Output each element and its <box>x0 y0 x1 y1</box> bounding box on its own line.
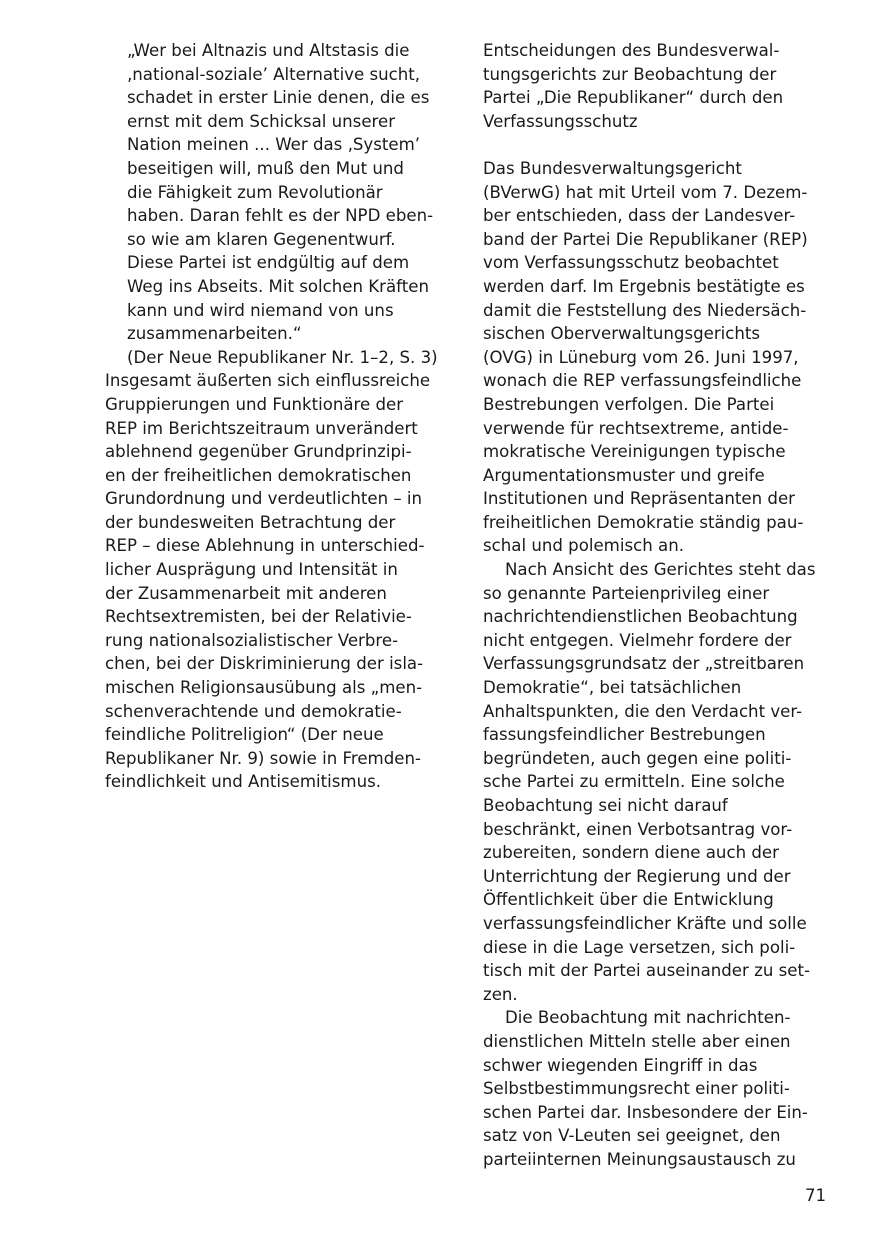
left-column <box>105 39 450 794</box>
quote-line: haben. Daran fehlt es der NPD eben- <box>127 206 434 226</box>
body-line: zubereiten, sondern diene auch der <box>483 843 779 863</box>
body-line: zen. <box>483 984 518 1004</box>
heading-line: Entscheidungen des Bundesverwal- <box>483 41 780 60</box>
body-line: Gruppierungen und Funktionäre der <box>105 394 404 414</box>
heading-line: Verfassungsschutz <box>483 111 638 131</box>
body-line: schal und polemisch an. <box>483 536 684 556</box>
body-line: Selbstbestimmungsrecht einer politi- <box>483 1079 790 1099</box>
body-line: begründeten, auch gegen eine politi- <box>483 748 792 768</box>
body-line: Grundordnung und verdeutlichten – in <box>105 489 423 509</box>
heading-line: Partei „Die Republikaner“ durch den <box>483 88 784 108</box>
body-line: nicht entgegen. Vielmehr fordere der <box>483 630 792 650</box>
body-line: schenverachtende und demokratie- <box>105 701 402 721</box>
body-line: feindliche Politreligion“ (Der neue <box>105 725 384 745</box>
body-line: fassungsfeindlicher Bestrebungen <box>483 725 766 745</box>
paragraph-3 <box>483 1006 828 1171</box>
quote-line: kann und wird niemand von uns <box>127 300 394 320</box>
body-line: Rechtsextremisten, bei der Relativie- <box>105 607 412 627</box>
body-line: dienstlichen Mitteln stelle aber einen <box>483 1031 791 1051</box>
quote-line: beseitigen will, muß den Mut und <box>127 158 404 178</box>
body-line: beschränkt, einen Verbotsantrag vor- <box>483 819 793 839</box>
section-heading <box>483 39 828 133</box>
body-line: verwende für rechtsextreme, antide- <box>483 418 789 438</box>
body-line: REP – diese Ablehnung in unterschied- <box>105 536 425 556</box>
body-line: freiheitlichen Demokratie ständig pau- <box>483 512 804 532</box>
body-line: rung nationalsozialistischer Verbre- <box>105 630 399 650</box>
body-line: sche Partei zu ermitteln. Eine solche <box>483 772 785 792</box>
quote-line: „Wer bei Altnazis und Altstasis die <box>127 41 410 60</box>
body-line: Verfassungsgrundsatz der „streitbaren <box>483 654 805 674</box>
body-line: Unterrichtung der Regierung und der <box>483 866 791 886</box>
body-line: so genannte Parteienprivileg einer <box>483 583 770 603</box>
body-line: Das Bundesverwaltungsgericht <box>483 158 742 178</box>
body-line: Nach Ansicht des Gerichtes steht das <box>505 560 816 580</box>
body-line: Öffentlichkeit über die Entwicklung <box>483 890 774 910</box>
quote-line: ‚national-soziale’ Alternative sucht, <box>127 64 421 84</box>
quote-line: so wie am klaren Gegenentwurf. <box>127 229 396 249</box>
body-line: Republikaner Nr. 9) sowie in Fremden- <box>105 748 421 768</box>
body-line: diese in die Lage versetzen, sich poli- <box>483 937 796 957</box>
body-line: werden darf. Im Ergebnis bestätigte es <box>483 276 805 296</box>
body-line: ber entschieden, dass der Landesver- <box>483 206 796 226</box>
quote-line: zusammenarbeiten.“ <box>127 324 302 344</box>
body-line: (OVG) in Lüneburg vom 26. Juni 1997, <box>483 347 799 367</box>
body-line: Die Beobachtung mit nachrichten- <box>505 1008 791 1028</box>
right-column <box>483 39 828 1172</box>
body-line: der bundesweiten Betrachtung der <box>105 512 396 532</box>
body-line: licher Ausprägung und Intensität in <box>105 560 398 580</box>
body-line: feindlichkeit und Antisemitismus. <box>105 772 382 792</box>
body-line: sischen Oberverwaltungsgerichts <box>483 324 761 344</box>
body-line: mokratische Vereinigungen typische <box>483 442 786 462</box>
spacer <box>483 133 828 157</box>
body-line: (BVerwG) hat mit Urteil vom 7. Dezem- <box>483 182 808 202</box>
body-line: wonach die REP verfassungsfeindliche <box>483 371 802 391</box>
body-line: vom Verfassungsschutz beobachtet <box>483 253 779 273</box>
body-line: band der Partei Die Republikaner (REP) <box>483 229 808 249</box>
paragraph-1 <box>483 157 828 558</box>
body-line: tisch mit der Partei auseinander zu set- <box>483 961 810 981</box>
quote-line: Nation meinen ... Wer das ‚System’ <box>127 135 421 155</box>
body-line: REP im Berichtszeitraum unverändert <box>105 418 418 438</box>
body-line: schwer wiegenden Eingriff in das <box>483 1055 758 1075</box>
body-line: der Zusammenarbeit mit anderen <box>105 583 387 603</box>
body-line: parteiinternen Meinungsaustausch zu <box>483 1149 796 1169</box>
body-line: nachrichtendienstlichen Beobachtung <box>483 607 798 627</box>
body-line: en der freiheitlichen demokratischen <box>105 465 412 485</box>
body-line: Institutionen und Repräsentanten der <box>483 489 795 509</box>
body-line: satz von V-Leuten sei geeignet, den <box>483 1126 781 1146</box>
body-line: verfassungsfeindlicher Kräfte und solle <box>483 913 807 933</box>
quote-line: Diese Partei ist endgültig auf dem <box>127 253 410 273</box>
quote-line: ernst mit dem Schicksal unserer <box>127 111 396 131</box>
quote-line: die Fähigkeit zum Revolutionär <box>127 182 383 202</box>
body-line: Demokratie“, bei tatsächlichen <box>483 678 742 698</box>
quote-source: (Der Neue Republikaner Nr. 1–2, S. 3) <box>127 347 438 367</box>
body-paragraph <box>105 369 450 794</box>
heading-line: tungsgerichts zur Beobachtung der <box>483 64 777 84</box>
body-line: schen Partei dar. Insbesondere der Ein- <box>483 1102 808 1122</box>
quote-line: Weg ins Abseits. Mit solchen Kräften <box>127 276 429 296</box>
body-line: Beobachtung sei nicht darauf <box>483 796 728 815</box>
body-line: Argumentationsmuster und greife <box>483 465 765 485</box>
body-line: chen, bei der Diskriminierung der isla- <box>105 654 424 674</box>
body-line: mischen Religionsausübung als „men- <box>105 678 423 698</box>
quote-block <box>105 39 450 369</box>
body-line: Bestrebungen verfolgen. Die Partei <box>483 394 775 414</box>
page-number: 71 <box>805 1186 827 1205</box>
body-line: Anhaltspunkten, die den Verdacht ver- <box>483 701 803 721</box>
body-line: damit die Feststellung des Niedersäch- <box>483 300 807 320</box>
body-line: Insgesamt äußerten sich einflussreiche <box>105 371 431 391</box>
quote-line: schadet in erster Linie denen, die es <box>127 88 430 108</box>
body-line: ablehnend gegenüber Grundprinzipi- <box>105 442 412 462</box>
paragraph-2 <box>483 558 828 1006</box>
